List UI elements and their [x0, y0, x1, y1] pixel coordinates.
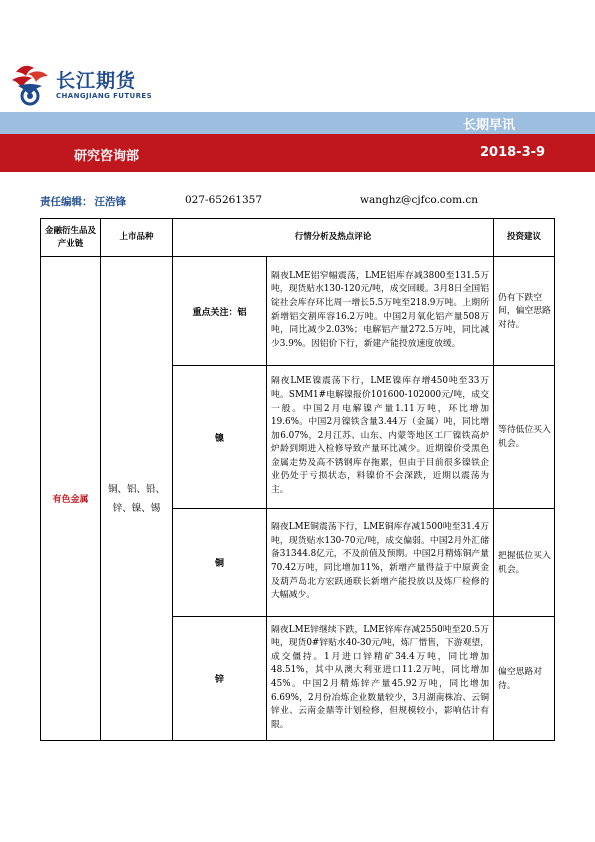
advice-copper: 把握低位买入机会。 [494, 509, 555, 617]
analysis-nickel: 隔夜LME镍震荡下行，LME镍库存增450吨至33万吨。SMM1#电解镍报价101600-102000元/吨，成交一般。中国2月电解镍产量1.11万吨，环比增加19.6%。中国2月镍铁含量3.44万（金属）吨，同比增加6.07%，2月江苏、山东、内蒙等地区工厂镍铁高炉炉龄到期进入检修导致产量环比减少。近期镍价受黑色金属走势及高不锈钢库存拖累，但由于目前很多镍铁企业仍处于亏损状态，料镍价不会深跌，近期以震荡为主。 [267, 366, 494, 509]
table-header-row [41, 219, 555, 257]
analysis-copper: 隔夜LME铜震荡下行，LME铜库存减1500吨至31.4万吨，现货贴水130-70元/吨，成交偏弱。中国2月外汇储备31344.8亿元，不及前值及预期。中国2月精炼铜产量70.42万吨，同比增加11%，新增产量得益于中原黄金及葫芦岛北方宏跃通联长新增产能投放以及炼厂检修的大幅减少。 [267, 509, 494, 617]
advice-nickel: 等待低位买入机会。 [494, 366, 555, 509]
sector-label: 有色金属 [41, 257, 101, 741]
changjiang-dragon-logo-icon [10, 62, 50, 106]
report-type-title: 长期早讯 [462, 118, 515, 133]
company-logo [10, 62, 160, 106]
header-chain: 金融衍生品及产业链 [41, 219, 101, 257]
focus-zinc: 锌 [173, 617, 267, 741]
header-advice: 投资建议 [494, 219, 555, 257]
editor-info [40, 194, 479, 209]
analysis-zinc: 隔夜LME锌继续下跌，LME锌库存减2550吨至20.5万吨，现货0#锌贴水40-30元/吨，炼厂惜售，下游观望，成交僵持。1月进口锌精矿34.4万吨，同比增加48.51%，其中从澳大利亚进口11.2万吨，同比增加45%。中国2月精炼锌产量45.92万吨，同比增加6.69%，2月份冶炼企业数量较少，3月湖南株冶、云铜锌业、云南金鼎等计划检修，但规模较小，影响估计有限。 [267, 617, 494, 741]
header-analysis: 行情分析及热点评论 [173, 219, 494, 257]
advice-zinc: 偏空思路对待。 [494, 617, 555, 741]
department-name: 研究咨询部 [74, 149, 140, 164]
editor-phone: 027-65261357 [185, 194, 263, 206]
table-row [41, 257, 555, 366]
editor-label: 责任编辑： [40, 196, 93, 208]
products-list: 铜、铝、铅、锌、镍、锡 [101, 257, 173, 741]
report-date: 2018-3-9 [480, 145, 546, 160]
logo-chinese-name: 长江期货 [56, 70, 137, 92]
advice-aluminum: 仍有下跌空间，偏空思路对待。 [494, 257, 555, 366]
focus-copper: 铜 [173, 509, 267, 617]
analysis-aluminum: 隔夜LME铝窄幅震荡，LME铝库存减3800至131.5万吨，现货贴水130-120元/吨，成交回暖。3月8日全国铝锭社会库存环比周一增长5.5万吨至218.9万吨。上期所新增铝交割库容16.2万吨。中国2月氧化铝产量508万吨，同比减少2.03%；电解铝产量272.5万吨，同比减少3.9%。因铝价下行，新建产能投放速度放缓。 [267, 257, 494, 366]
logo-english-name: CHANGJIANG FUTURES [56, 92, 153, 100]
focus-aluminum: 重点关注：铝 [173, 257, 267, 366]
header-products: 上市品种 [101, 219, 173, 257]
editor-email[interactable]: wanghz@cjfco.com.cn [360, 194, 479, 206]
focus-nickel: 镍 [173, 366, 267, 509]
editor-name: 汪浩锋 [94, 196, 126, 208]
market-analysis-table [40, 218, 555, 741]
